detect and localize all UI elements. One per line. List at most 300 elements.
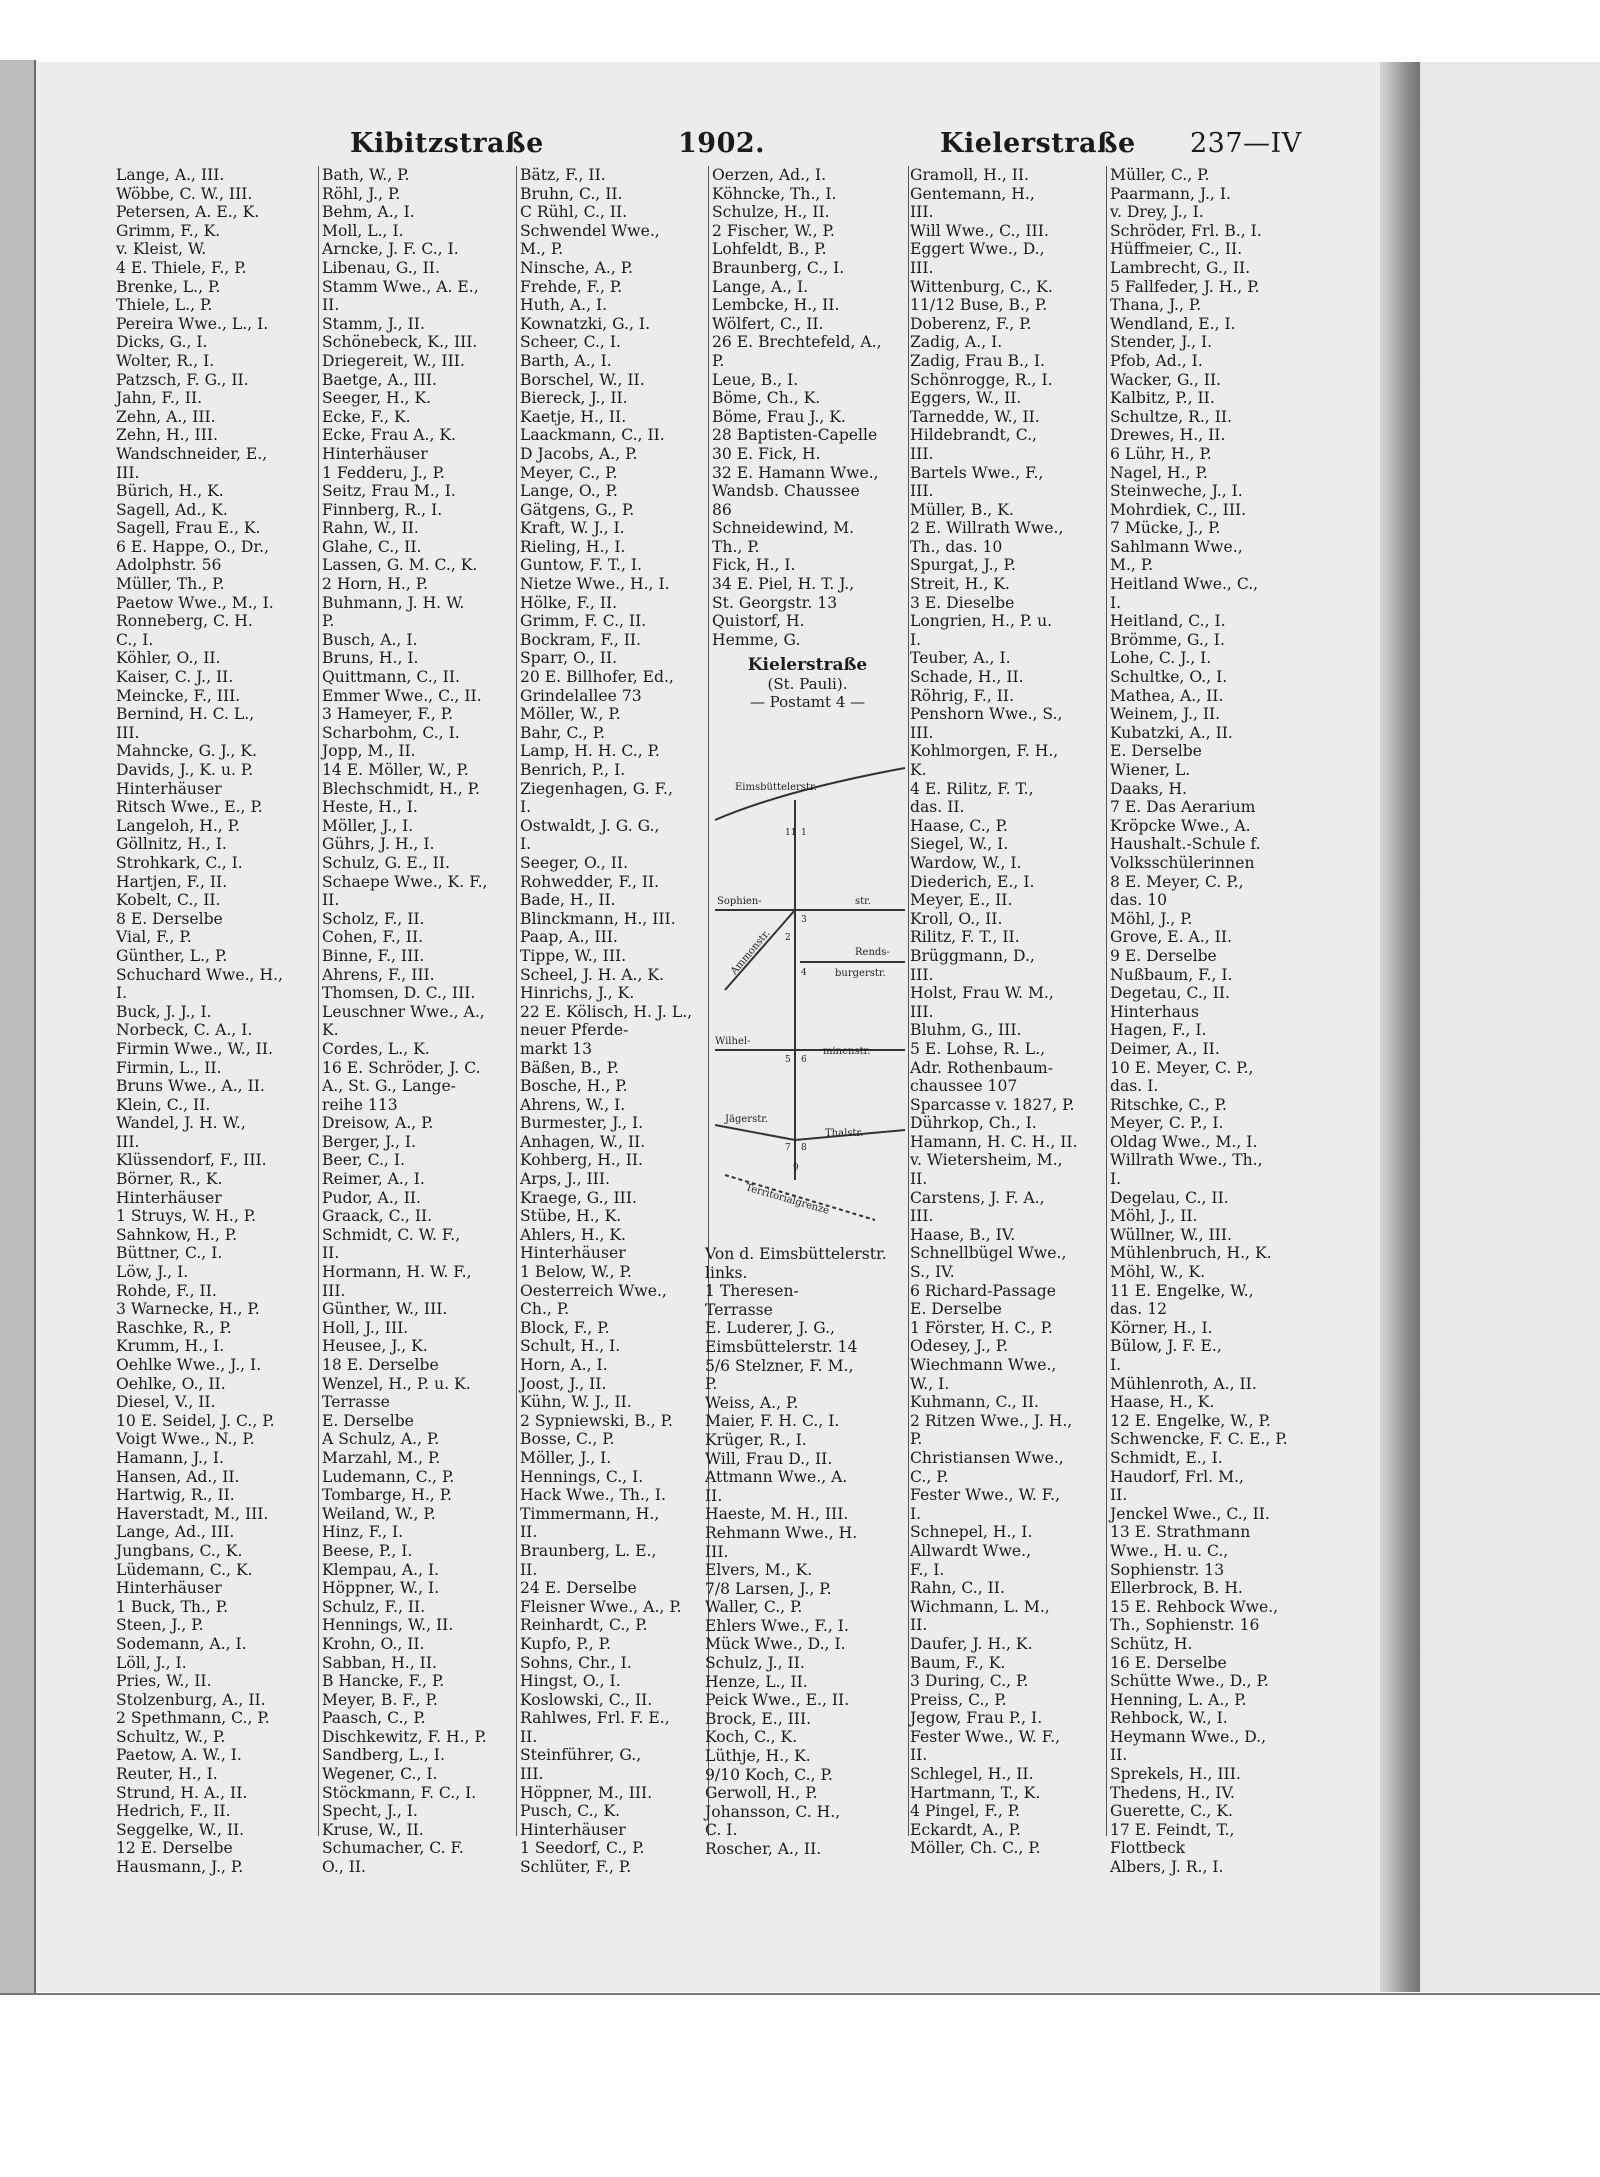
directory-entry: Biereck, J., II.	[520, 389, 628, 408]
directory-entry: Burmester, J., I.	[520, 1114, 644, 1133]
directory-entry: 17 E. Feindt, T.,	[1110, 1820, 1235, 1839]
directory-entry: Hamann, H. C. H., II.	[910, 1132, 1078, 1151]
directory-entry: Seeger, O., II.	[520, 853, 629, 872]
directory-entry: Ahrens, W., I.	[520, 1095, 626, 1114]
directory-entry: Tippe, W., III.	[520, 946, 627, 965]
directory-entry: Schade, H., II.	[910, 668, 1024, 687]
map-house-number: 3	[801, 915, 807, 925]
directory-entry: Frehde, F., P.	[520, 277, 623, 296]
directory-entry: Attmann Wwe., A.	[705, 1468, 848, 1487]
directory-entry: Hedrich, F., II.	[116, 1802, 231, 1821]
directory-entry: Bosse, C., P.	[520, 1430, 615, 1449]
directory-entry: C., P.	[910, 1467, 949, 1486]
directory-entry: Streit, H., K.	[910, 575, 1010, 594]
map-house-number: 5	[785, 1055, 791, 1065]
directory-entry: 7 E. Das Aerarium	[1110, 798, 1256, 817]
directory-entry: Schmidt, E., I.	[1110, 1448, 1223, 1467]
directory-entry: Voigt Wwe., N., P.	[116, 1430, 255, 1449]
directory-entry: 1 Struys, W. H., P.	[116, 1207, 257, 1226]
directory-entry: Beese, P., I.	[322, 1541, 413, 1560]
directory-entry: Lange, A., III.	[116, 166, 225, 184]
directory-entry: Ehlers Wwe., F., I.	[705, 1616, 849, 1635]
directory-entry: Schumacher, C. F.	[322, 1839, 464, 1858]
directory-entry: Maier, F. H. C., I.	[705, 1412, 840, 1431]
directory-entry: Volksschülerinnen	[1110, 853, 1255, 872]
directory-entry: Wacker, G., II.	[1110, 370, 1222, 389]
directory-entry: Ronneberg, C. H.	[116, 612, 253, 631]
directory-entry: Hinrichs, J., K.	[520, 984, 635, 1003]
directory-entry: II.	[322, 296, 340, 315]
directory-entry: Klein, C., II.	[116, 1095, 211, 1114]
directory-entry: Carstens, J. F. A.,	[910, 1188, 1045, 1207]
directory-entry: 6 E. Happe, O., Dr.,	[116, 537, 270, 556]
directory-entry: Kohberg, H., II.	[520, 1151, 643, 1170]
directory-entry: Paarmann, J., I.	[1110, 184, 1231, 203]
directory-entry: Schneidewind, M.	[712, 519, 855, 538]
directory-entry: Ostwaldt, J. G. G.,	[520, 816, 660, 835]
directory-entry: Mathea, A., II.	[1110, 686, 1224, 705]
map-label: Sophien-	[717, 896, 762, 907]
directory-entry: Hinterhaus	[1110, 1002, 1199, 1021]
directory-entry: Gentemann, H.,	[910, 184, 1035, 203]
directory-entry: Zadig, Frau B., I.	[910, 351, 1046, 370]
directory-entry: Köhler, O., II.	[116, 649, 221, 668]
directory-entry: Stübe, H., K.	[520, 1207, 622, 1226]
directory-entry: Pudor, A., II.	[322, 1188, 421, 1207]
directory-entry: Degelau, C., II.	[1110, 1188, 1229, 1207]
directory-entry: 1 Seedorf, C., P.	[520, 1839, 645, 1858]
directory-entry: Kobelt, C., II.	[116, 891, 221, 910]
directory-entry: Göllnitz, H., I.	[116, 835, 227, 854]
directory-entry: III.	[910, 723, 934, 742]
directory-entry: Elvers, M., K.	[705, 1561, 813, 1580]
map-label: Rends-	[855, 947, 890, 958]
directory-entry: Kraft, W. J., I.	[520, 519, 625, 538]
directory-entry: Arps, J., III.	[520, 1170, 610, 1189]
directory-entry: P.	[712, 351, 725, 370]
directory-entry: v. Wietersheim, M.,	[910, 1151, 1063, 1170]
directory-entry: Bahr, C., P.	[520, 723, 605, 742]
directory-entry: Bockram, F., II.	[520, 630, 642, 649]
directory-entry: Wüllner, W., III.	[1110, 1225, 1232, 1244]
directory-entry: Klüssendorf, F., III.	[116, 1151, 267, 1170]
directory-entry: Grove, E. A., II.	[1110, 928, 1232, 947]
directory-entry: Terrasse	[705, 1300, 773, 1319]
directory-entry: Röhl, J., P.	[322, 184, 401, 203]
directory-entry: Fester Wwe., W. F.,	[910, 1486, 1061, 1505]
map-postamt: — Postamt 4 —	[749, 693, 866, 711]
directory-entry: Seggelke, W., II.	[116, 1820, 245, 1839]
directory-entry: Raschke, R., P.	[116, 1318, 232, 1337]
directory-entry: Körner, H., I.	[1110, 1318, 1213, 1337]
map-label: Eimsbüttelerstr.	[735, 782, 817, 793]
directory-entry: Weiss, A., P.	[705, 1393, 799, 1412]
directory-entry: Klempau, A., I.	[322, 1560, 440, 1579]
directory-entry: Stamm Wwe., A. E.,	[322, 277, 479, 296]
directory-entry: P.	[910, 1430, 923, 1449]
directory-entry: Böme, Frau J., K.	[712, 407, 846, 426]
directory-entry: Sophienstr. 13	[1110, 1560, 1225, 1579]
directory-entry: Diederich, E., I.	[910, 872, 1035, 891]
directory-entry: II.	[322, 891, 340, 910]
directory-entry: Haudorf, Frl. M.,	[1110, 1467, 1244, 1486]
directory-entry: Möller, Ch. C., P.	[910, 1839, 1041, 1858]
directory-entry: Teuber, A., I.	[910, 649, 1011, 668]
directory-entry: Koslowski, C., II.	[520, 1690, 653, 1709]
directory-entry: Hormann, H. W. F.,	[322, 1263, 472, 1282]
directory-entry: Wölfert, C., II.	[712, 314, 824, 333]
directory-entry: das. 10	[1110, 891, 1168, 910]
directory-entry: II.	[322, 1244, 340, 1263]
directory-entry: Lamp, H. H. C., P.	[520, 742, 660, 761]
directory-entry: Jenckel Wwe., C., II.	[1110, 1504, 1270, 1523]
directory-entry: Sagell, Frau E., K.	[116, 519, 261, 538]
directory-entry: Wandsb. Chaussee	[712, 482, 860, 501]
directory-entry: Arncke, J. F. C., I.	[322, 240, 459, 259]
directory-entry: Haase, C., P.	[910, 816, 1008, 835]
directory-entry: Stolzenburg, A., II.	[116, 1690, 266, 1709]
directory-entry: A., St. G., Lange-	[322, 1077, 456, 1096]
directory-entry: 15 E. Rehbock Wwe.,	[1110, 1597, 1279, 1616]
directory-entry: Marzahl, M., P.	[322, 1448, 441, 1467]
directory-entry: Schönrogge, R., I.	[910, 370, 1053, 389]
directory-entry: Henze, L., II.	[705, 1672, 808, 1691]
directory-entry: I.	[1110, 593, 1122, 612]
directory-entry: Grimm, F. C., II.	[520, 612, 647, 631]
map-label: Thalstr.	[825, 1128, 864, 1139]
directory-entry: Lange, A., I.	[712, 277, 809, 296]
directory-entry: Rahn, C., II.	[910, 1579, 1005, 1598]
directory-entry: Meyer, B. F., P.	[322, 1690, 438, 1709]
directory-entry: Lange, O., P.	[520, 482, 618, 501]
directory-entry: C. I.	[705, 1821, 738, 1840]
directory-entry: Oehlke Wwe., J., I.	[116, 1356, 262, 1374]
directory-entry: 34 E. Piel, H. T. J.,	[712, 575, 855, 594]
directory-entry: Joost, J., II.	[520, 1374, 607, 1393]
directory-entry: Hemme, G.	[712, 630, 801, 649]
directory-entry: Block, F., P.	[520, 1318, 610, 1337]
directory-entry: 7/8 Larsen, J., P.	[705, 1579, 832, 1598]
directory-entry: Schulz, J., II.	[705, 1654, 805, 1673]
directory-entry: Schultze, R., II.	[1110, 407, 1233, 426]
directory-entry: 12 E. Derselbe	[116, 1839, 233, 1858]
directory-entry: Rehbock, W., I.	[1110, 1709, 1228, 1728]
directory-entry: Henning, L. A., P.	[1110, 1690, 1247, 1709]
directory-entry: Cohen, F., II.	[322, 928, 424, 947]
directory-entry: Oldag Wwe., M., I.	[1110, 1132, 1258, 1151]
directory-entry: Horn, A., I.	[520, 1356, 608, 1374]
directory-entry: 10 E. Seidel, J. C., P.	[116, 1411, 275, 1430]
directory-entry: Lüthje, H., K.	[705, 1747, 811, 1766]
directory-entry: 1 Fedderu, J., P.	[322, 463, 445, 482]
directory-entry: Pfob, Ad., I.	[1110, 351, 1203, 370]
directory-entry: Mühlenbruch, H., K.	[1110, 1244, 1272, 1263]
directory-entry: 5/6 Stelzner, F. M.,	[705, 1356, 854, 1375]
directory-entry: Nietze Wwe., H., I.	[520, 575, 670, 594]
directory-entry: Ritschke, C., P.	[1110, 1095, 1227, 1114]
directory-entry: Möller, J., I.	[322, 816, 414, 835]
directory-entry: Daaks, H.	[1110, 779, 1188, 798]
directory-entry: Wandschneider, E.,	[116, 444, 268, 463]
directory-entry: Rahlwes, Frl. F. E.,	[520, 1709, 670, 1728]
directory-entry: Flottbeck	[1110, 1839, 1186, 1858]
directory-entry: Heymann Wwe., D.,	[1110, 1727, 1267, 1746]
directory-entry: Jegow, Frau P., I.	[910, 1709, 1043, 1728]
directory-entry: Anhagen, W., II.	[520, 1132, 646, 1151]
directory-entry: Rilitz, F. T., II.	[910, 928, 1020, 947]
directory-entry: Davids, J., K. u. P.	[116, 761, 254, 779]
directory-entry: Buck, J. J., I.	[116, 1002, 212, 1021]
directory-entry: 1 Theresen-	[705, 1282, 799, 1301]
directory-entry: 11/12 Buse, B., P.	[910, 296, 1048, 315]
directory-entry: Krüger, R., I.	[705, 1430, 807, 1449]
directory-entry: Eggers, W., II.	[910, 389, 1022, 408]
directory-entry: Paetow, A. W., I.	[116, 1746, 242, 1765]
directory-entry: Firmin Wwe., W., II.	[116, 1039, 273, 1058]
directory-entry: Kroll, O., II.	[910, 909, 1003, 928]
directory-entry: Berger, J., I.	[322, 1132, 417, 1151]
directory-entry: Eimsbüttelerstr. 14	[705, 1337, 858, 1356]
directory-entry: Gramoll, H., II.	[910, 166, 1030, 184]
map-house-number: 11	[785, 828, 797, 838]
directory-entry: Ahlers, H., K.	[520, 1225, 626, 1244]
directory-entry: 1 Buck, Th., P.	[116, 1597, 229, 1616]
directory-entry: Roscher, A., II.	[705, 1840, 822, 1858]
directory-entry: III.	[520, 1765, 544, 1784]
directory-entry: III.	[910, 203, 934, 222]
directory-entry: 11 E. Engelke, W.,	[1110, 1281, 1254, 1300]
directory-entry: Patzsch, F. G., II.	[116, 370, 249, 389]
directory-entry: Mahncke, G. J., K.	[116, 742, 258, 761]
directory-entry: P.	[705, 1375, 718, 1394]
directory-entry: I.	[116, 984, 128, 1003]
directory-entry: Ahrens, F., III.	[322, 965, 435, 984]
directory-entry: Sprekels, H., III.	[1110, 1765, 1241, 1784]
directory-entry: Möhl, J., II.	[1110, 1207, 1198, 1226]
directory-entry: Mühlenroth, A., II.	[1110, 1374, 1257, 1393]
directory-entry: Hinz, F., I.	[322, 1523, 404, 1542]
directory-entry: Gätgens, G., P.	[520, 500, 635, 519]
directory-entry: Holl, J., III.	[322, 1318, 409, 1337]
directory-entry: Peick Wwe., E., II.	[705, 1691, 850, 1710]
directory-entry: 30 E. Fick, H.	[712, 444, 821, 463]
directory-entry: Zehn, A., III.	[116, 407, 216, 426]
directory-entry: Pusch, C., K.	[520, 1802, 621, 1821]
directory-entry: neuer Pferde-	[520, 1021, 629, 1040]
map-label: Ammonstr.	[728, 927, 773, 977]
directory-entry: Möhl, W., K.	[1110, 1263, 1206, 1282]
directory-entry: Lassen, G. M. C., K.	[322, 556, 478, 575]
directory-entry: M., P.	[1110, 556, 1154, 575]
directory-entry: Schwencke, F. C. E., P.	[1110, 1430, 1288, 1449]
directory-entry: Kruse, W., II.	[322, 1820, 424, 1839]
directory-entry: 6 Richard-Passage	[910, 1281, 1056, 1300]
directory-entry: Fester Wwe., W. F.,	[910, 1727, 1061, 1746]
directory-entry: II.	[705, 1486, 723, 1505]
map-street-line	[725, 910, 795, 990]
directory-entry: Specht, J., I.	[322, 1802, 418, 1821]
directory-column-5	[910, 166, 1106, 1858]
directory-entry: Rieling, H., I.	[520, 537, 626, 556]
directory-entry: Heitland, C., I.	[1110, 612, 1226, 631]
directory-entry: II.	[1110, 1746, 1128, 1765]
directory-entry: Günther, L., P.	[116, 946, 228, 965]
directory-entry: links.	[705, 1263, 748, 1282]
directory-entry: Nußbaum, F., I.	[1110, 965, 1233, 984]
directory-entry: Von d. Eimsbüttelerstr.	[705, 1245, 887, 1263]
directory-entry: Eckardt, A., P.	[910, 1820, 1021, 1839]
directory-entry: Müller, B., K.	[910, 500, 1014, 519]
directory-entry: Siegel, W., I.	[910, 835, 1009, 854]
directory-entry: Th., P.	[712, 537, 760, 556]
directory-entry: Hartwig, R., II.	[116, 1486, 235, 1505]
directory-entry: Wwe., H. u. C.,	[1110, 1541, 1229, 1560]
directory-entry: Lohe, C. J., I.	[1110, 649, 1212, 668]
directory-entry: Wegener, C., I.	[322, 1765, 438, 1784]
directory-entry: 14 E. Möller, W., P.	[322, 761, 469, 779]
directory-entry: Krumm, H., I.	[116, 1337, 225, 1356]
directory-entry: Kupfo, P., P.	[520, 1634, 611, 1653]
directory-entry: Leue, B., I.	[712, 370, 799, 389]
directory-entry: 3 Warnecke, H., P.	[116, 1300, 260, 1319]
scan-spine-shadow	[1380, 62, 1420, 1992]
directory-entry: Sohns, Chr., I.	[520, 1653, 632, 1672]
directory-entry: 2 Sypniewski, B., P.	[520, 1411, 673, 1430]
directory-entry: Löll, J., I.	[116, 1653, 187, 1672]
directory-entry: Dicks, G., I.	[116, 333, 208, 352]
directory-entry: Hennings, C., I.	[520, 1467, 644, 1486]
directory-entry: Borschel, W., II.	[520, 370, 645, 389]
directory-entry: 1 Below, W., P.	[520, 1263, 632, 1282]
directory-entry: Beer, C., I.	[322, 1151, 405, 1170]
directory-entry: B Hancke, F., P.	[322, 1672, 445, 1691]
directory-entry: S., IV.	[910, 1263, 955, 1282]
directory-entry: Hartjen, F., II.	[116, 872, 228, 891]
directory-entry: 2 E. Willrath Wwe.,	[910, 519, 1064, 538]
directory-entry: Paap, A., III.	[520, 928, 618, 947]
directory-entry: 24 E. Derselbe	[520, 1579, 637, 1598]
directory-entry: III.	[910, 965, 934, 984]
directory-entry: Wiener, L.	[1110, 761, 1191, 779]
directory-entry: Kaetje, H., II.	[520, 407, 627, 426]
directory-entry: III.	[116, 463, 140, 482]
directory-entry: II.	[1110, 1486, 1128, 1505]
directory-entry: III.	[116, 723, 140, 742]
directory-entry: Hinterhäuser	[116, 1579, 222, 1598]
directory-column-3	[520, 166, 710, 1877]
directory-entry: Odesey, J., P.	[910, 1337, 1009, 1356]
directory-entry: Driegereit, W., III.	[322, 351, 465, 370]
directory-entry: III.	[910, 444, 934, 463]
directory-entry: Scharbohm, C., I.	[322, 723, 460, 742]
directory-entry: Börner, R., K.	[116, 1170, 223, 1189]
directory-entry: Emmer Wwe., C., II.	[322, 686, 482, 705]
directory-entry: Sahlmann Wwe.,	[1110, 537, 1243, 556]
directory-entry: Kownatzki, G., I.	[520, 314, 651, 333]
directory-entry: Sandberg, L., I.	[322, 1746, 445, 1765]
directory-entry: Th., Sophienstr. 16	[1110, 1616, 1260, 1635]
directory-entry: Hinterhäuser	[116, 1188, 222, 1207]
directory-entry: Reinhardt, C., P.	[520, 1616, 648, 1635]
directory-entry: 9 E. Derselbe	[1110, 946, 1217, 965]
directory-entry: Grindelallee 73	[520, 686, 642, 705]
directory-entry: Sparr, O., II.	[520, 649, 618, 668]
directory-entry: Fleisner Wwe., A., P.	[520, 1597, 682, 1616]
directory-entry: 8 E. Derselbe	[116, 909, 223, 928]
directory-entry: K.	[910, 761, 927, 779]
directory-entry: Longrien, H., P. u.	[910, 612, 1053, 631]
directory-entry: C., I.	[116, 630, 154, 649]
directory-entry: Rohwedder, F., II.	[520, 872, 660, 891]
directory-entry: Bürich, H., K.	[116, 482, 224, 501]
directory-entry: Schlegel, H., II.	[910, 1765, 1034, 1784]
directory-entry: Allwardt Wwe.,	[910, 1541, 1032, 1560]
directory-entry: 22 E. Kölisch, H. J. L.,	[520, 1002, 693, 1021]
directory-entry: Thana, J., P.	[1110, 296, 1202, 315]
directory-entry: Koch, C., K.	[705, 1728, 798, 1747]
directory-entry: Braunberg, C., I.	[712, 258, 845, 277]
directory-entry: Thiele, L., P.	[116, 296, 213, 315]
directory-entry: W., I.	[910, 1374, 950, 1393]
map-house-number: 9	[793, 1163, 799, 1173]
directory-entry: Albers, J. R., I.	[1110, 1858, 1224, 1877]
directory-entry: Rahn, W., II.	[322, 519, 419, 538]
directory-entry: 4 E. Rilitz, F. T.,	[910, 779, 1034, 798]
directory-entry: Köhncke, Th., I.	[712, 184, 837, 203]
directory-entry: Rohde, F., II.	[116, 1281, 217, 1300]
directory-entry: 9/10 Koch, C., P.	[705, 1765, 833, 1784]
directory-entry: Kühn, W. J., II.	[520, 1393, 632, 1412]
directory-entry: 2 Horn, H., P.	[322, 575, 429, 594]
directory-entry: Bätz, F., II.	[520, 166, 606, 184]
directory-entry: Schwendel Wwe.,	[520, 221, 660, 240]
scan-right-page-edge	[1420, 62, 1600, 1992]
page-number: 237—IV	[1190, 128, 1302, 159]
directory-entry: Bernind, H. C. L.,	[116, 705, 255, 724]
directory-entry: Heitland Wwe., C.,	[1110, 575, 1259, 594]
directory-entry: Weinem, J., II.	[1110, 705, 1221, 724]
directory-entry: 4 Pingel, F., P.	[910, 1802, 1021, 1821]
directory-entry: II.	[520, 1523, 538, 1542]
map-title: Kielerstraße	[747, 655, 868, 675]
directory-entry: E. Derselbe	[322, 1411, 414, 1430]
directory-entry: 6 Lühr, H., P.	[1110, 444, 1212, 463]
directory-entry: II.	[910, 1616, 928, 1635]
directory-entry: Hausmann, J., P.	[116, 1858, 244, 1877]
directory-entry: Kalbitz, P., II.	[1110, 389, 1215, 408]
directory-entry: 8 E. Meyer, C. P.,	[1110, 872, 1244, 891]
directory-entry: Timmermann, H.,	[520, 1504, 660, 1523]
directory-entry: Stöckmann, F. C., I.	[322, 1783, 477, 1802]
directory-entry: 32 E. Hamann Wwe.,	[712, 463, 879, 482]
directory-entry: Schlüter, F., P.	[520, 1858, 632, 1877]
directory-entry: P.	[322, 612, 335, 631]
directory-entry: Binne, F., III.	[322, 946, 425, 965]
directory-entry: Kubatzki, A., II.	[1110, 723, 1233, 742]
directory-entry: Waller, C., P.	[705, 1598, 803, 1617]
directory-entry: F., I.	[910, 1560, 945, 1579]
directory-entry: Haase, B., IV.	[910, 1225, 1016, 1244]
directory-entry: Terrasse	[322, 1393, 390, 1412]
directory-entry: Preiss, C., P.	[910, 1690, 1007, 1709]
directory-entry: Schnepel, H., I.	[910, 1523, 1033, 1542]
directory-entry: markt 13	[520, 1039, 593, 1058]
directory-entry: Scheer, C., I.	[520, 333, 621, 352]
map-label: burgerstr.	[835, 968, 886, 979]
directory-entry: Vial, F., P.	[116, 928, 192, 947]
directory-entry: Fick, H., I.	[712, 556, 796, 575]
directory-entry: Lembcke, H., II.	[712, 296, 840, 315]
